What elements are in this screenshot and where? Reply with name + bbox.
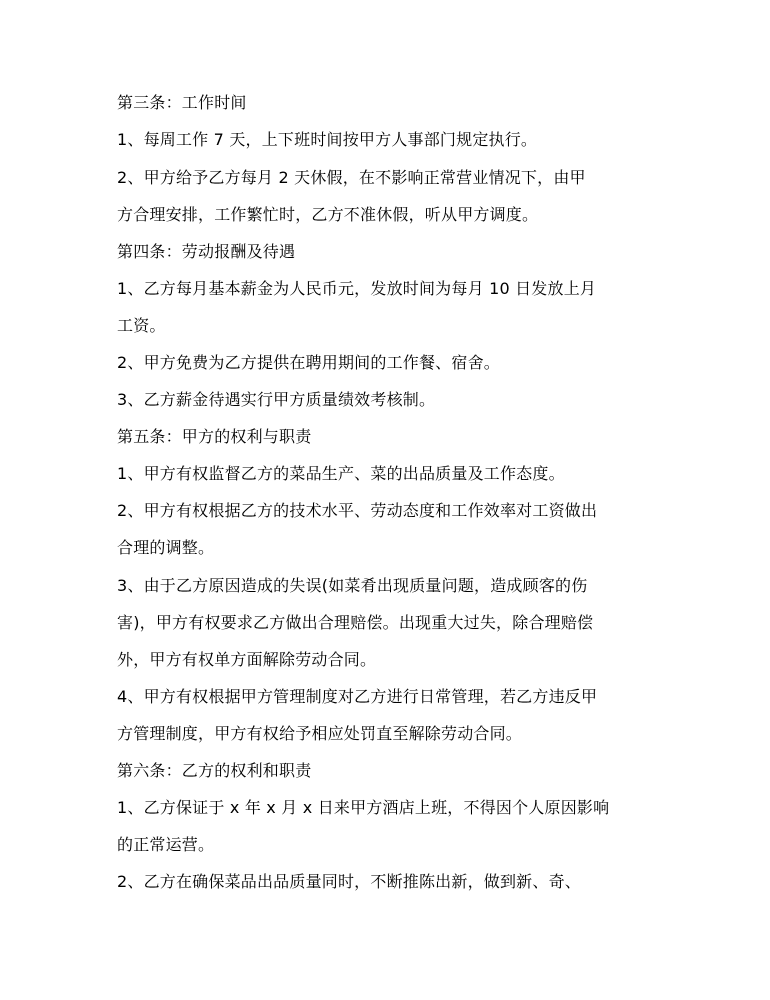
article-5-clause-4: 4、甲方有权根据甲方管理制度对乙方进行日常管理，若乙方违反甲 bbox=[117, 687, 598, 706]
article-3-clause-1: 1、每周工作 7 天，上下班时间按甲方人事部门规定执行。 bbox=[117, 130, 538, 149]
article-5-clause-1: 1、甲方有权监督乙方的菜品生产、菜的出品质量及工作态度。 bbox=[117, 464, 565, 483]
article-4-clause-1-cont: 工资。 bbox=[117, 316, 166, 335]
article-6-clause-2: 2、乙方在确保菜品出品质量同时，不断推陈出新，做到新、奇、 bbox=[117, 872, 581, 891]
article-6-clause-1-cont: 的正常运营。 bbox=[117, 835, 215, 854]
article-4-clause-3: 3、乙方薪金待遇实行甲方质量绩效考核制。 bbox=[117, 390, 436, 409]
article-4-heading: 第四条：劳动报酬及待遇 bbox=[117, 242, 296, 261]
article-6-clause-1: 1、乙方保证于 x 年 x 月 x 日来甲方酒店上班，不得因个人原因影响 bbox=[117, 798, 610, 817]
article-6-heading: 第六条：乙方的权利和职责 bbox=[117, 761, 312, 780]
article-3-heading: 第三条：工作时间 bbox=[117, 93, 247, 112]
article-3-clause-2: 2、甲方给予乙方每月 2 天休假，在不影响正常营业情况下，由甲 bbox=[117, 168, 586, 187]
article-4-clause-2: 2、甲方免费为乙方提供在聘用期间的工作餐、宿舍。 bbox=[117, 353, 500, 372]
article-4-clause-1: 1、乙方每月基本薪金为人民币元，发放时间为每月 10 日发放上月 bbox=[117, 279, 597, 298]
article-5-clause-2-cont: 合理的调整。 bbox=[117, 538, 215, 557]
article-5-clause-3-cont-2: 外，甲方有权单方面解除劳动合同。 bbox=[117, 650, 377, 669]
article-5-clause-3-cont-1: 害)，甲方有权要求乙方做出合理赔偿。出现重大过失，除合理赔偿 bbox=[117, 613, 594, 632]
article-5-clause-2: 2、甲方有权根据乙方的技术水平、劳动态度和工作效率对工资做出 bbox=[117, 501, 598, 520]
article-5-clause-4-cont: 方管理制度，甲方有权给予相应处罚直至解除劳动合同。 bbox=[117, 724, 523, 743]
article-5-heading: 第五条：甲方的权利与职责 bbox=[117, 427, 312, 446]
article-3-clause-2-cont: 方合理安排，工作繁忙时，乙方不准休假，听从甲方调度。 bbox=[117, 205, 539, 224]
article-5-clause-3: 3、由于乙方原因造成的失误(如菜肴出现质量问题，造成顾客的伤 bbox=[117, 576, 588, 595]
